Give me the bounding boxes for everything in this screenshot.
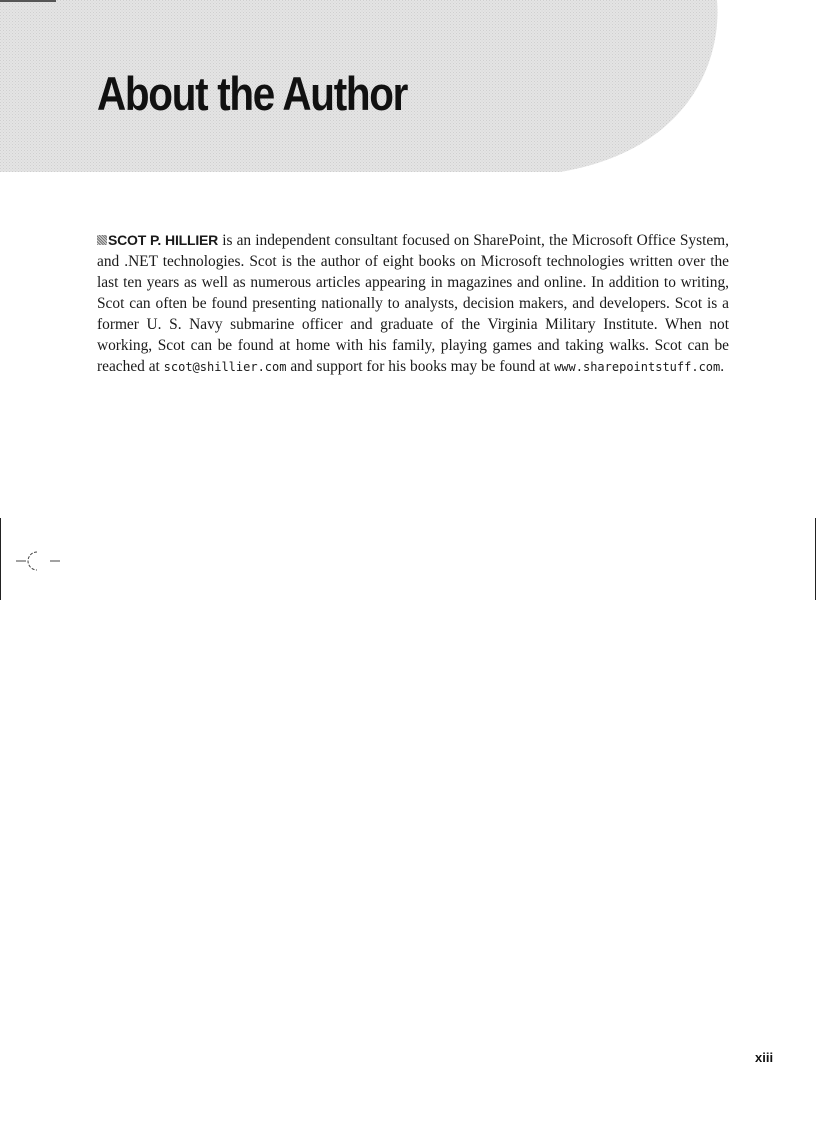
- bio-text-part-2: and support for his books may be found at: [286, 358, 555, 375]
- author-website: www.sharepointstuff.com: [554, 360, 721, 374]
- page-number: xiii: [755, 1050, 774, 1065]
- crop-mark-left: [0, 518, 1, 600]
- page-title: About the Author: [97, 67, 408, 120]
- bio-marker-icon: [97, 235, 107, 245]
- registration-mark-icon: [16, 549, 62, 573]
- author-bio: [97, 230, 729, 378]
- author-email: scot@shillier.com: [163, 360, 287, 374]
- author-name: SCOT P. HILLIER: [108, 232, 219, 248]
- bio-text-part-3: .: [720, 358, 725, 375]
- bio-text-part-1: is an independent consultant focused on SharePoint, the Microsoft Office System, and .NET technologies. Scot is the author of eight books on Microsoft technologies written over the last ten years as well as numerous articles appearing in magazines and online. In addition to writing, Scot can often be found presenting nationally to analysts, decision makers, and developers. Scot is a former U. S. Navy submarine officer and graduate of the Virginia Military Institute. When not working, Scot can be found at home with his family, playing games and taking walks. Scot can be reached at: [97, 232, 729, 375]
- top-rule: [0, 0, 56, 2]
